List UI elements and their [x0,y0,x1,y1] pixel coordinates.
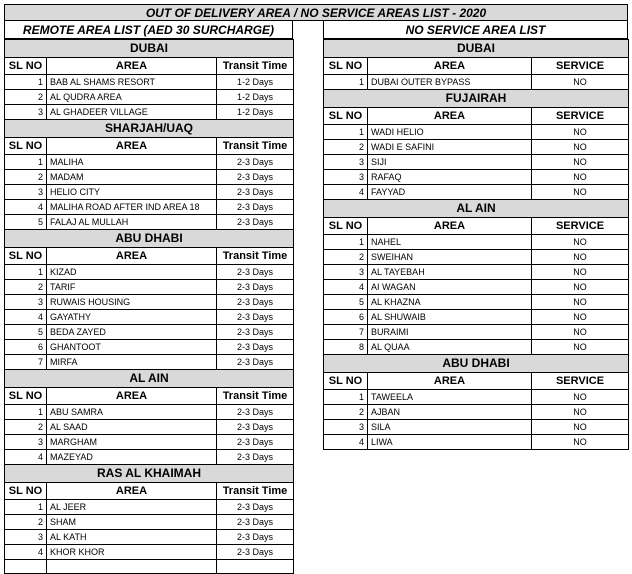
area-cell: AL SAAD [47,420,217,435]
transit-cell: 2-3 Days [217,420,294,435]
table-row [324,140,629,155]
column-header-row [324,58,629,75]
transit-cell: 2-3 Days [217,340,294,355]
serial-number-cell: 6 [5,340,47,355]
table-row [324,155,629,170]
remote-area-heading: REMOTE AREA LIST (AED 30 SURCHARGE) [4,21,293,39]
transit-cell: 2-3 Days [217,200,294,215]
column-header: SERVICE [532,218,629,235]
table-row [5,75,294,90]
serial-number-cell: 3 [5,185,47,200]
table-row [5,325,294,340]
table-row [5,435,294,450]
column-header: SL NO [5,58,47,75]
table-row [324,170,629,185]
serial-number-cell: 4 [5,200,47,215]
area-cell: WADI HELIO [368,125,532,140]
serial-number-cell: 2 [5,170,47,185]
region-row [324,40,629,58]
remote-area-section [4,21,293,574]
table-row [324,295,629,310]
service-cell: NO [532,420,629,435]
table-row [5,215,294,230]
service-cell: NO [532,280,629,295]
serial-number-cell: 3 [324,170,368,185]
serial-number-cell: 5 [5,215,47,230]
service-cell: NO [532,75,629,90]
area-cell: MALIHA [47,155,217,170]
area-cell: AL QUAA [368,340,532,355]
spreadsheet [4,4,628,574]
serial-number-cell: 1 [324,235,368,250]
column-header: SL NO [5,483,47,500]
area-cell: BEDA ZAYED [47,325,217,340]
serial-number-cell: 3 [5,530,47,545]
region-row [5,120,294,138]
transit-cell: 2-3 Days [217,325,294,340]
serial-number-cell: 1 [324,390,368,405]
column-header-row [324,108,629,125]
serial-number-cell: 2 [5,420,47,435]
area-cell: GAYATHY [47,310,217,325]
area-cell: TAWEELA [368,390,532,405]
transit-cell: 2-3 Days [217,215,294,230]
column-header-row [5,248,294,265]
serial-number-cell: 4 [324,280,368,295]
area-cell: MAZEYAD [47,450,217,465]
column-header: AREA [368,218,532,235]
area-cell: MADAM [47,170,217,185]
region-row [324,200,629,218]
transit-cell: 2-3 Days [217,355,294,370]
serial-number-cell: 1 [5,75,47,90]
region-header: RAS AL KHAIMAH [5,465,294,483]
transit-cell: 2-3 Days [217,435,294,450]
table-row [324,325,629,340]
serial-number-cell: 3 [5,105,47,120]
transit-cell: 2-3 Days [217,405,294,420]
column-header: AREA [47,138,217,155]
area-cell: SILA [368,420,532,435]
column-header: Transit Time [217,483,294,500]
region-row [324,90,629,108]
area-cell: SHAM [47,515,217,530]
transit-cell: 2-3 Days [217,500,294,515]
column-header: SL NO [324,218,368,235]
serial-number-cell: 2 [324,140,368,155]
table-row [324,280,629,295]
region-header: DUBAI [5,40,294,58]
column-header-row [5,388,294,405]
table-row [5,265,294,280]
empty-row [5,560,294,574]
table-row [5,405,294,420]
column-header: AREA [368,108,532,125]
transit-cell: 2-3 Days [217,515,294,530]
service-cell: NO [532,235,629,250]
column-header-row [5,483,294,500]
column-header: Transit Time [217,138,294,155]
serial-number-cell: 6 [324,310,368,325]
table-row [5,420,294,435]
column-header: AREA [47,483,217,500]
column-header: SERVICE [532,373,629,390]
area-cell: SWEIHAN [368,250,532,265]
service-cell: NO [532,325,629,340]
serial-number-cell: 1 [324,75,368,90]
area-cell: ABU SAMRA [47,405,217,420]
column-header: SERVICE [532,108,629,125]
serial-number-cell: 3 [324,265,368,280]
column-header: Transit Time [217,388,294,405]
table-row [324,435,629,450]
table-row [5,355,294,370]
table-row [5,90,294,105]
table-row [5,515,294,530]
transit-cell: 2-3 Days [217,280,294,295]
serial-number-cell: 1 [5,405,47,420]
column-header: AREA [47,248,217,265]
transit-cell: 2-3 Days [217,450,294,465]
table-row [5,310,294,325]
serial-number-cell: 1 [324,125,368,140]
column-header: Transit Time [217,58,294,75]
serial-number-cell: 1 [5,265,47,280]
area-cell: DUBAI OUTER BYPASS [368,75,532,90]
area-cell: SIJI [368,155,532,170]
serial-number-cell: 3 [5,295,47,310]
area-cell: AL KATH [47,530,217,545]
service-cell: NO [532,340,629,355]
column-header: SL NO [5,248,47,265]
area-cell: AL JEER [47,500,217,515]
area-cell: HELIO CITY [47,185,217,200]
serial-number-cell: 3 [324,420,368,435]
table-row [5,280,294,295]
region-header: SHARJAH/UAQ [5,120,294,138]
transit-cell: 2-3 Days [217,265,294,280]
table-row [5,170,294,185]
table-row [324,125,629,140]
transit-cell: 2-3 Days [217,170,294,185]
table-row [324,250,629,265]
area-cell: RUWAIS HOUSING [47,295,217,310]
service-cell: NO [532,140,629,155]
transit-cell: 2-3 Days [217,295,294,310]
column-header-row [324,373,629,390]
table-row [5,545,294,560]
table-row [324,405,629,420]
area-cell: AL KHAZNA [368,295,532,310]
no-service-heading: NO SERVICE AREA LIST [323,21,628,39]
area-cell: BURAIMI [368,325,532,340]
serial-number-cell: 1 [5,155,47,170]
serial-number-cell: 2 [5,515,47,530]
service-cell: NO [532,435,629,450]
area-cell: KHOR KHOR [47,545,217,560]
region-row [5,370,294,388]
service-cell: NO [532,265,629,280]
region-row [324,355,629,373]
serial-number-cell: 4 [5,310,47,325]
serial-number-cell: 8 [324,340,368,355]
region-header: ABU DHABI [324,355,629,373]
column-header: SL NO [324,108,368,125]
area-cell: FALAJ AL MULLAH [47,215,217,230]
column-header-row [5,138,294,155]
page-title: OUT OF DELIVERY AREA / NO SERVICE AREAS LIST - 2020 [4,4,628,21]
area-cell: AL QUDRA AREA [47,90,217,105]
service-cell: NO [532,155,629,170]
table-row [5,185,294,200]
area-cell: KIZAD [47,265,217,280]
no-service-section [323,21,628,450]
table-row [5,500,294,515]
transit-cell: 2-3 Days [217,185,294,200]
area-cell: MALIHA ROAD AFTER IND AREA 18 [47,200,217,215]
area-cell: TARIF [47,280,217,295]
table-row [5,105,294,120]
empty-cell [217,560,294,574]
column-header: SL NO [324,58,368,75]
table-row [5,340,294,355]
service-cell: NO [532,405,629,420]
serial-number-cell: 7 [324,325,368,340]
service-cell: NO [532,390,629,405]
service-cell: NO [532,250,629,265]
serial-number-cell: 4 [5,545,47,560]
column-header: AREA [368,58,532,75]
empty-cell [47,560,217,574]
table-row [324,310,629,325]
service-cell: NO [532,295,629,310]
area-cell: GHANTOOT [47,340,217,355]
column-header-row [324,218,629,235]
area-cell: NAHEL [368,235,532,250]
service-cell: NO [532,310,629,325]
area-cell: MIRFA [47,355,217,370]
table-row [324,265,629,280]
serial-number-cell: 5 [5,325,47,340]
area-cell: AI WAGAN [368,280,532,295]
table-row [324,420,629,435]
region-header: AL AIN [5,370,294,388]
serial-number-cell: 7 [5,355,47,370]
serial-number-cell: 5 [324,295,368,310]
empty-cell [5,560,47,574]
transit-cell: 2-3 Days [217,310,294,325]
service-cell: NO [532,125,629,140]
area-cell: MARGHAM [47,435,217,450]
transit-cell: 1-2 Days [217,75,294,90]
serial-number-cell: 2 [324,250,368,265]
area-cell: LIWA [368,435,532,450]
area-cell: BAB AL SHAMS RESORT [47,75,217,90]
area-cell: AL GHADEER VILLAGE [47,105,217,120]
table-row [324,340,629,355]
serial-number-cell: 3 [5,435,47,450]
column-header: SL NO [5,138,47,155]
area-cell: AL TAYEBAH [368,265,532,280]
transit-cell: 1-2 Days [217,90,294,105]
area-cell: WADI E SAFINI [368,140,532,155]
column-header: AREA [47,58,217,75]
region-row [5,465,294,483]
column-header: SL NO [324,373,368,390]
service-cell: NO [532,185,629,200]
area-cell: AJBAN [368,405,532,420]
transit-cell: 2-3 Days [217,530,294,545]
serial-number-cell: 2 [324,405,368,420]
serial-number-cell: 4 [324,435,368,450]
table-row [324,235,629,250]
serial-number-cell: 3 [324,155,368,170]
transit-cell: 2-3 Days [217,155,294,170]
serial-number-cell: 2 [5,280,47,295]
region-header: DUBAI [324,40,629,58]
table-row [5,155,294,170]
area-cell: AL SHUWAIB [368,310,532,325]
region-header: ABU DHABI [5,230,294,248]
transit-cell: 1-2 Days [217,105,294,120]
table-row [5,450,294,465]
region-row [5,230,294,248]
table-row [5,200,294,215]
table-row [324,185,629,200]
transit-cell: 2-3 Days [217,545,294,560]
area-cell: FAYYAD [368,185,532,200]
column-header: AREA [47,388,217,405]
serial-number-cell: 4 [5,450,47,465]
column-header: SERVICE [532,58,629,75]
region-header: AL AIN [324,200,629,218]
columns-container [4,21,628,574]
region-header: FUJAIRAH [324,90,629,108]
column-header: Transit Time [217,248,294,265]
table-row [5,295,294,310]
serial-number-cell: 2 [5,90,47,105]
table-row [324,75,629,90]
table-row [324,390,629,405]
no-service-table [323,39,629,450]
column-header-row [5,58,294,75]
service-cell: NO [532,170,629,185]
column-header: AREA [368,373,532,390]
area-cell: RAFAQ [368,170,532,185]
region-row [5,40,294,58]
serial-number-cell: 4 [324,185,368,200]
column-header: SL NO [5,388,47,405]
table-row [5,530,294,545]
serial-number-cell: 1 [5,500,47,515]
remote-area-table [4,39,294,574]
